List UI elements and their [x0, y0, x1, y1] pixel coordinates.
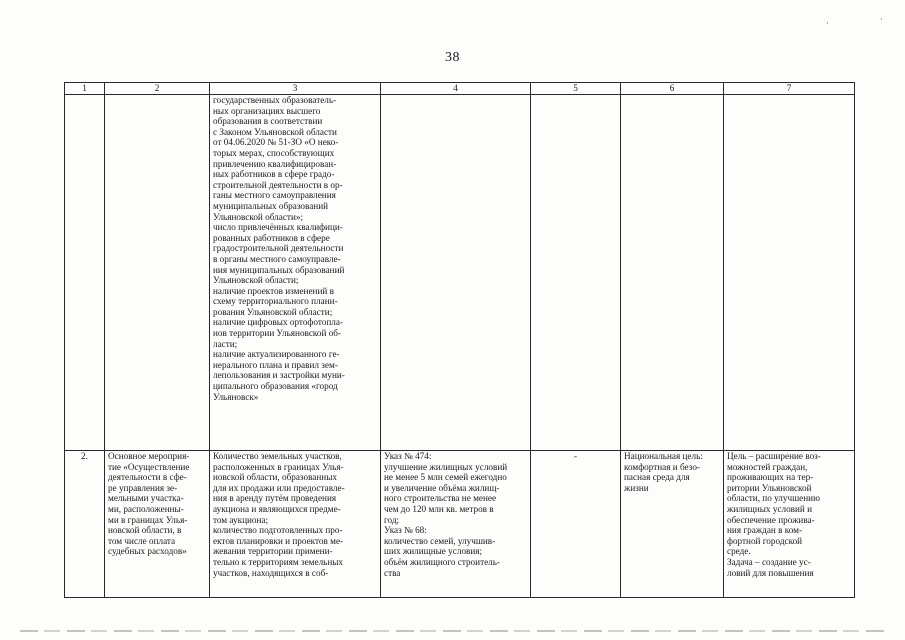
table-row	[65, 95, 855, 451]
row-number-cell: 2.	[65, 451, 105, 598]
national-goal-cell	[621, 95, 724, 451]
decree-cell	[381, 95, 531, 451]
column-5-cell: -	[531, 451, 621, 598]
page-number: 38	[445, 50, 460, 65]
measures-table	[64, 82, 855, 598]
column-5-cell	[531, 95, 621, 451]
indicators-cell: Количество земельных участков, расположенных в границах Улья- новской области, образованных для их продажи или предоставле- ния в аренду путём проведения аукциона и являющихся предме- том аукциона; количество подготовленных про- ектов планировки и проектов ме- жевания территории примени- тельно к территориям земельных участков, находящихся в соб-	[210, 451, 381, 598]
column-number: 5	[531, 83, 621, 95]
scan-speck: ·	[880, 14, 883, 24]
column-number: 6	[621, 83, 724, 95]
column-number: 4	[381, 83, 531, 95]
goal-task-cell	[724, 95, 855, 451]
row-number-cell	[65, 95, 105, 451]
measure-name-cell: Основное мероприя- тие «Осуществление деятельности в сфе- ре управления зе- мельными участка- ми, расположенны- ми в границах Улья- новской области, в том числе оплата судебных расходов»	[105, 451, 210, 598]
column-number: 1	[65, 83, 105, 95]
national-goal-cell: Национальная цель: комфортная и безо- пасная среда для жизни	[621, 451, 724, 598]
column-number: 3	[210, 83, 381, 95]
table-row	[65, 451, 855, 598]
indicators-cell: государственных образователь- ных организациях высшего образования в соответствии с Законом Ульяновской области от 04.06.2020 № 51-ЗО «О неко- торых мерах, способствующих привлечению квалифицирован- ных работников в сфере градо- строительной деятельности в ор- ганы местного самоуправления муниципальных образований Ульяновской области»; число привлечённых квалифици- рованных работников в сфере градостроительной деятельности в органы местного самоуправле- ния муниципальных образований Ульяновской области; наличие проектов изменений в схему территориального плани- рования Ульяновской области; наличие цифровых ортофотопла- нов территории Ульяновской об- ласти; наличие актуализированного ге- нерального плана и правил зем- лепользования и застройки муни- ципального образования «город Ульяновск»	[210, 95, 381, 451]
goal-task-cell: Цель – расширение воз- можностей граждан, проживающих на тер- ритории Ульяновской области, по улучшению жилищных условий и обеспечение прожива- ния граждан в ком- фортной городской среде. Задача – создание ус- ловий для повышения	[724, 451, 855, 598]
column-number-row	[65, 83, 855, 95]
column-number: 7	[724, 83, 855, 95]
column-number: 2	[105, 83, 210, 95]
scan-edge-artifact	[20, 630, 890, 632]
scan-speck: ·	[826, 18, 829, 28]
decree-cell: Указ № 474: улучшение жилищных условий не менее 5 млн семей ежегодно и увеличение объёма жилищ- ного строительства не менее чем до 120 млн кв. метров в год; Указ № 68: количество семей, улучшив- ших жилищные условия; объём жилищного строитель- ства	[381, 451, 531, 598]
measure-name-cell	[105, 95, 210, 451]
